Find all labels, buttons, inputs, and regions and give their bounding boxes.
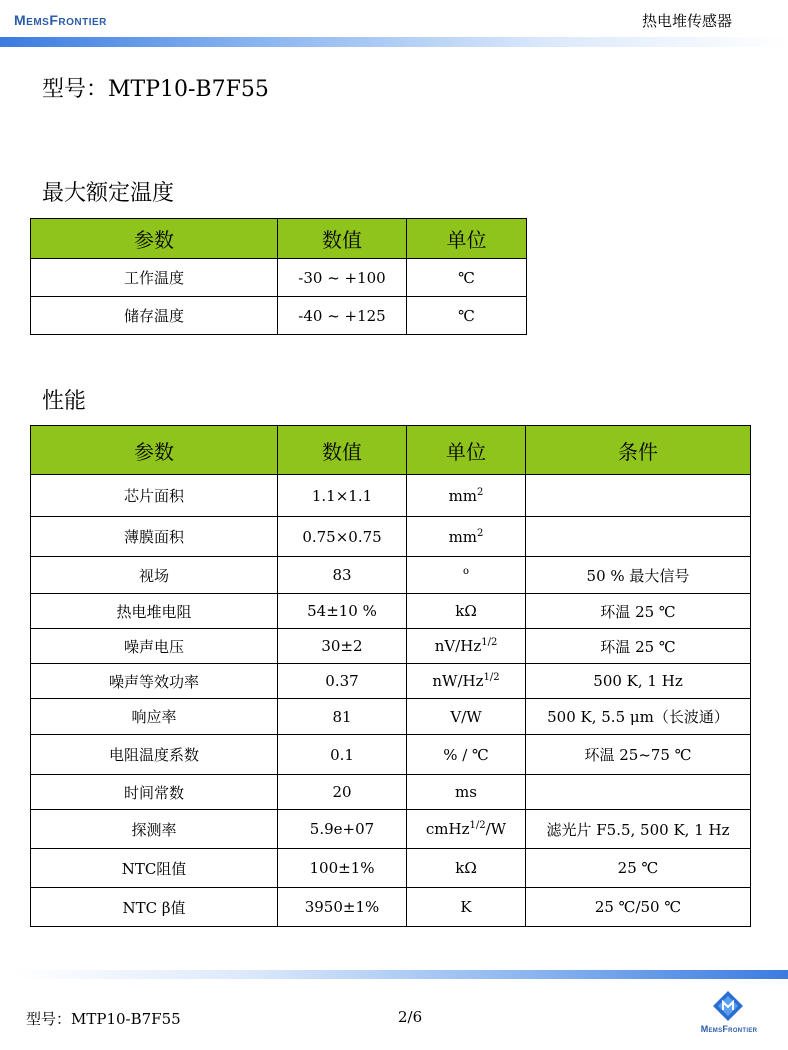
unit-text: % / ℃	[443, 745, 489, 764]
value-cell: 0.75×0.75	[278, 517, 407, 557]
param-cell: NTC阻值	[31, 849, 278, 888]
table-row	[31, 888, 751, 927]
unit-text: mm	[448, 527, 478, 546]
unit-cell	[407, 629, 526, 664]
column-header: 单位	[407, 426, 526, 475]
unit-cell: ℃	[407, 259, 527, 297]
unit-cell	[407, 517, 526, 557]
unit-superscript: 1/2	[481, 637, 498, 648]
performance-header-row	[31, 426, 751, 475]
param-cell: 电阻温度系数	[31, 735, 278, 775]
table-row	[31, 259, 527, 297]
table-row	[31, 557, 751, 594]
unit-superscript: o	[462, 566, 470, 577]
unit-text: nW/Hz	[432, 672, 484, 690]
unit-text: V/W	[450, 707, 482, 726]
condition-cell	[526, 475, 751, 517]
value-cell: 100±1%	[278, 849, 407, 888]
unit-superscript: 1/2	[483, 672, 500, 683]
table-row	[31, 475, 751, 517]
unit-cell	[407, 699, 526, 735]
table-row	[31, 594, 751, 629]
unit-text: K	[460, 898, 472, 916]
unit-text: kΩ	[455, 602, 477, 620]
unit-cell	[407, 810, 526, 849]
condition-cell: 50 % 最大信号	[526, 557, 751, 594]
value-cell: 20	[278, 775, 407, 810]
param-cell: 响应率	[31, 699, 278, 735]
value-cell: 1.1×1.1	[278, 475, 407, 517]
unit-cell: ℃	[407, 297, 527, 335]
unit-cell	[407, 849, 526, 888]
param-cell: 视场	[31, 557, 278, 594]
param-cell: 探测率	[31, 810, 278, 849]
unit-cell	[407, 664, 526, 699]
value-cell: 30±2	[278, 629, 407, 664]
logo-diamond-icon	[712, 990, 744, 1022]
condition-cell: 25 ℃	[526, 849, 751, 888]
model-title: 型号：MTP10-B7F55	[42, 77, 269, 102]
value-cell: 81	[278, 699, 407, 735]
table-row	[31, 629, 751, 664]
table-row	[31, 849, 751, 888]
column-header: 数值	[278, 426, 407, 475]
unit-text: nV/Hz	[434, 637, 482, 655]
param-cell: 储存温度	[31, 297, 278, 335]
value-cell: 0.1	[278, 735, 407, 775]
table-row	[31, 297, 527, 335]
table-row	[31, 810, 751, 849]
value-cell: 54±10 %	[278, 594, 407, 629]
column-header: 条件	[526, 426, 751, 475]
footer-logo-text: MemsFrontier	[700, 1024, 758, 1034]
unit-cell	[407, 594, 526, 629]
product-category: 热电堆传感器	[641, 12, 732, 30]
value-cell: 0.37	[278, 664, 407, 699]
max-rating-title: 最大额定温度	[42, 181, 175, 206]
column-header: 数值	[278, 219, 407, 259]
column-header: 参数	[31, 426, 278, 475]
unit-tail: /W	[485, 820, 507, 838]
param-cell: NTC β值	[31, 888, 278, 927]
condition-cell: 滤光片 F5.5, 500 K, 1 Hz	[526, 810, 751, 849]
table-row	[31, 664, 751, 699]
unit-superscript: 2	[477, 527, 484, 539]
max-rating-header-row	[31, 219, 527, 259]
unit-text: cmHz	[425, 820, 470, 838]
column-header: 单位	[407, 219, 527, 259]
unit-text: ms	[455, 783, 477, 801]
unit-text: mm	[448, 486, 478, 505]
header-divider-band	[0, 37, 788, 47]
table-row	[31, 699, 751, 735]
company-logo: MemsFrontier	[14, 12, 107, 28]
max-rating-table	[30, 218, 527, 335]
unit-cell	[407, 557, 526, 594]
condition-cell: 环温 25 ℃	[526, 594, 751, 629]
table-row	[31, 775, 751, 810]
value-cell: 3950±1%	[278, 888, 407, 927]
unit-cell	[407, 475, 526, 517]
param-cell: 噪声电压	[31, 629, 278, 664]
condition-cell: 环温 25~75 ℃	[526, 735, 751, 775]
unit-superscript: 1/2	[469, 820, 486, 831]
value-cell: 83	[278, 557, 407, 594]
footer-divider-band	[14, 970, 788, 979]
table-row	[31, 735, 751, 775]
unit-cell	[407, 775, 526, 810]
condition-cell: 500 K, 5.5 μm（长波通）	[526, 699, 751, 735]
value-cell: 5.9e+07	[278, 810, 407, 849]
condition-cell: 25 ℃/50 ℃	[526, 888, 751, 927]
param-cell: 噪声等效功率	[31, 664, 278, 699]
value-cell: -40 ~ +125	[278, 297, 407, 335]
column-header: 参数	[31, 219, 278, 259]
performance-table	[30, 425, 751, 927]
param-cell: 芯片面积	[31, 475, 278, 517]
param-cell: 时间常数	[31, 775, 278, 810]
condition-cell	[526, 517, 751, 557]
param-cell: 热电堆电阻	[31, 594, 278, 629]
unit-cell	[407, 888, 526, 927]
footer-model: 型号：MTP10-B7F55	[26, 1010, 181, 1028]
condition-cell: 500 K, 1 Hz	[526, 664, 751, 699]
value-cell: -30 ~ +100	[278, 259, 407, 297]
page-number: 2/6	[398, 1008, 423, 1026]
condition-cell	[526, 775, 751, 810]
unit-cell	[407, 735, 526, 775]
unit-superscript: 2	[477, 486, 484, 498]
param-cell: 工作温度	[31, 259, 278, 297]
condition-cell: 环温 25 ℃	[526, 629, 751, 664]
param-cell: 薄膜面积	[31, 517, 278, 557]
performance-title: 性能	[42, 389, 87, 414]
unit-text: kΩ	[455, 859, 477, 877]
table-row	[31, 517, 751, 557]
